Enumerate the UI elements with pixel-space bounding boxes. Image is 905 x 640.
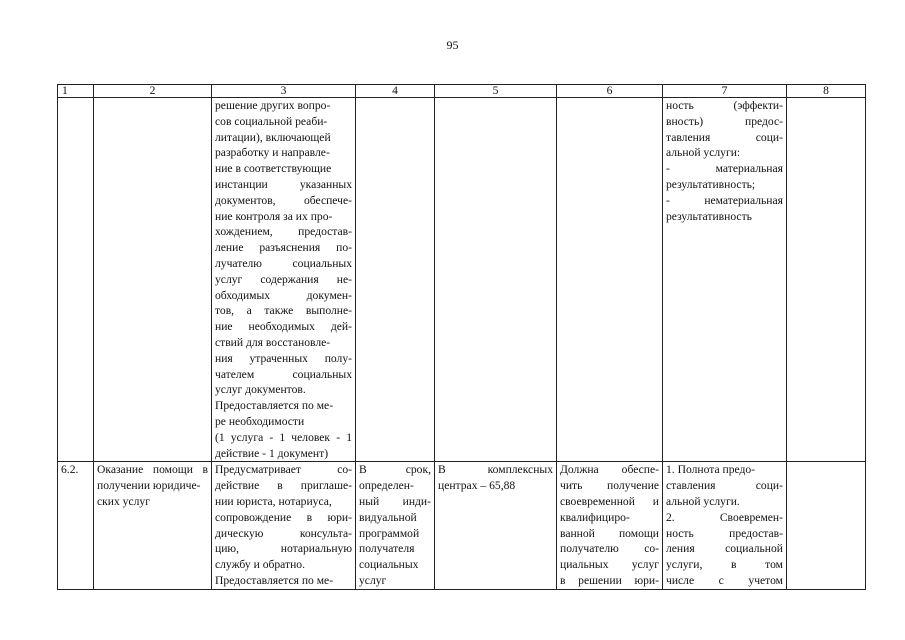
service-description-cell — [212, 98, 356, 462]
table-row — [58, 462, 866, 589]
text-line: ный инди- — [359, 494, 431, 508]
text-line: центрах – 65,88 — [438, 479, 516, 493]
text-line: нии юриста, нотариуса, — [215, 494, 332, 508]
text-line: социальных — [359, 558, 419, 572]
text-line: Предоставляется по ме- — [215, 399, 334, 413]
text-line: действие - 1 документ) — [215, 446, 329, 460]
service-notes-cell — [787, 98, 866, 462]
text-line: ставления соци- — [666, 479, 783, 493]
table-row — [58, 98, 866, 462]
service-evaluation-cell — [663, 462, 787, 589]
text-line: ность (эффекти- — [666, 99, 783, 112]
text-line: ления социальной — [666, 542, 783, 556]
text-line: услуг — [359, 573, 387, 587]
row-number-cell: 6.2. — [58, 462, 94, 589]
text-line: квалифициро- — [560, 510, 630, 524]
column-number-row — [58, 85, 866, 98]
text-line: программой — [359, 526, 420, 540]
text-line: Предусматривает со- — [215, 463, 352, 477]
service-tariff-cell — [435, 462, 557, 589]
text-line: сов социальной реаби- — [215, 114, 328, 128]
service-description-cell — [212, 462, 356, 589]
text-line: - нематериальная — [666, 193, 783, 207]
column-number: 7 — [663, 85, 787, 98]
text-line: сопровождение в юри- — [215, 510, 352, 524]
text-line: результативность; — [666, 177, 756, 191]
column-number: 8 — [787, 85, 866, 98]
text-line: разработку и направле- — [215, 146, 330, 160]
text-line: тов, а также выполне- — [215, 304, 352, 318]
service-evaluation-cell — [663, 98, 787, 462]
text-line: решение других вопро- — [215, 99, 331, 112]
text-line: вность) предос- — [666, 114, 783, 128]
text-line: обходимых докумен- — [215, 288, 352, 302]
column-number: 3 — [212, 85, 356, 98]
text-line: ление разъяснения по- — [215, 241, 352, 255]
text-line: ние необходимых дей- — [215, 320, 352, 334]
text-line: Предоставляется по ме- — [215, 573, 334, 587]
text-line: альной услуги. — [666, 494, 740, 508]
text-line: 1. Полнота предо- — [666, 463, 756, 477]
page-number: 95 — [446, 38, 459, 52]
text-line: чить получение — [560, 479, 659, 493]
text-line: циальных услуг — [560, 558, 659, 572]
text-line: литации), включающей — [215, 130, 331, 144]
text-line: в решении юри- — [560, 573, 659, 587]
text-line: службу и обратно. — [215, 558, 305, 572]
text-line: В комплексных — [438, 463, 553, 477]
column-number: 5 — [435, 85, 557, 98]
service-term-cell — [356, 462, 435, 589]
text-line: альной услуги: — [666, 146, 741, 160]
service-tariff-cell — [435, 98, 557, 462]
column-number: 2 — [94, 85, 212, 98]
text-line: получении юридиче- — [97, 479, 201, 493]
text-line: ния утраченных полу- — [215, 351, 352, 365]
column-number: 4 — [356, 85, 435, 98]
service-quality-cell — [557, 98, 663, 462]
service-notes-cell — [787, 462, 866, 589]
text-line: 2. Своевремен- — [666, 510, 783, 524]
text-line: услуг документов. — [215, 383, 306, 397]
row-number-cell — [58, 98, 94, 462]
text-line: (1 услуга - 1 человек - 1 — [215, 430, 352, 444]
text-line: лучателю социальных — [215, 256, 352, 270]
text-line: документов, обеспече- — [215, 193, 352, 207]
text-line: инстанции указанных — [215, 177, 352, 191]
text-line: чателем социальных — [215, 367, 352, 381]
text-line: ре необходимости — [215, 414, 305, 428]
column-number: 1 — [58, 85, 94, 98]
text-line: своевременной и — [560, 494, 659, 508]
text-line: услуг содержания не- — [215, 272, 352, 286]
text-line: результативность — [666, 209, 752, 223]
service-term-cell — [356, 98, 435, 462]
services-table — [57, 84, 866, 590]
column-number: 6 — [557, 85, 663, 98]
text-line: хождением, предостав- — [215, 225, 352, 239]
text-line: ность предостав- — [666, 526, 783, 540]
text-line: ние контроля за их про- — [215, 209, 333, 223]
service-name-cell — [94, 462, 212, 589]
text-line: получателя — [359, 542, 415, 556]
text-line: дическую консульта- — [215, 526, 352, 540]
text-line: числе с учетом — [666, 573, 783, 587]
service-quality-cell — [557, 462, 663, 589]
text-line: цию, нотариальную — [215, 542, 352, 556]
text-line: - материальная — [666, 162, 783, 176]
text-line: ствий для восстановле- — [215, 335, 331, 349]
text-line: действие в приглаше- — [215, 479, 352, 493]
text-line: ских услуг — [97, 494, 150, 508]
text-line: услуги, в том — [666, 558, 783, 572]
text-line: определен- — [359, 479, 414, 493]
text-line: тавления соци- — [666, 130, 783, 144]
text-line: Должна обеспе- — [560, 463, 659, 477]
text-line: получателю со- — [560, 542, 659, 556]
text-line: Оказание помощи в — [97, 463, 208, 477]
text-line: видуальной — [359, 510, 417, 524]
text-line: ние в соответствующие — [215, 162, 332, 176]
service-name-cell — [94, 98, 212, 462]
text-line: ванной помощи — [560, 526, 659, 540]
text-line: В срок, — [359, 463, 431, 477]
